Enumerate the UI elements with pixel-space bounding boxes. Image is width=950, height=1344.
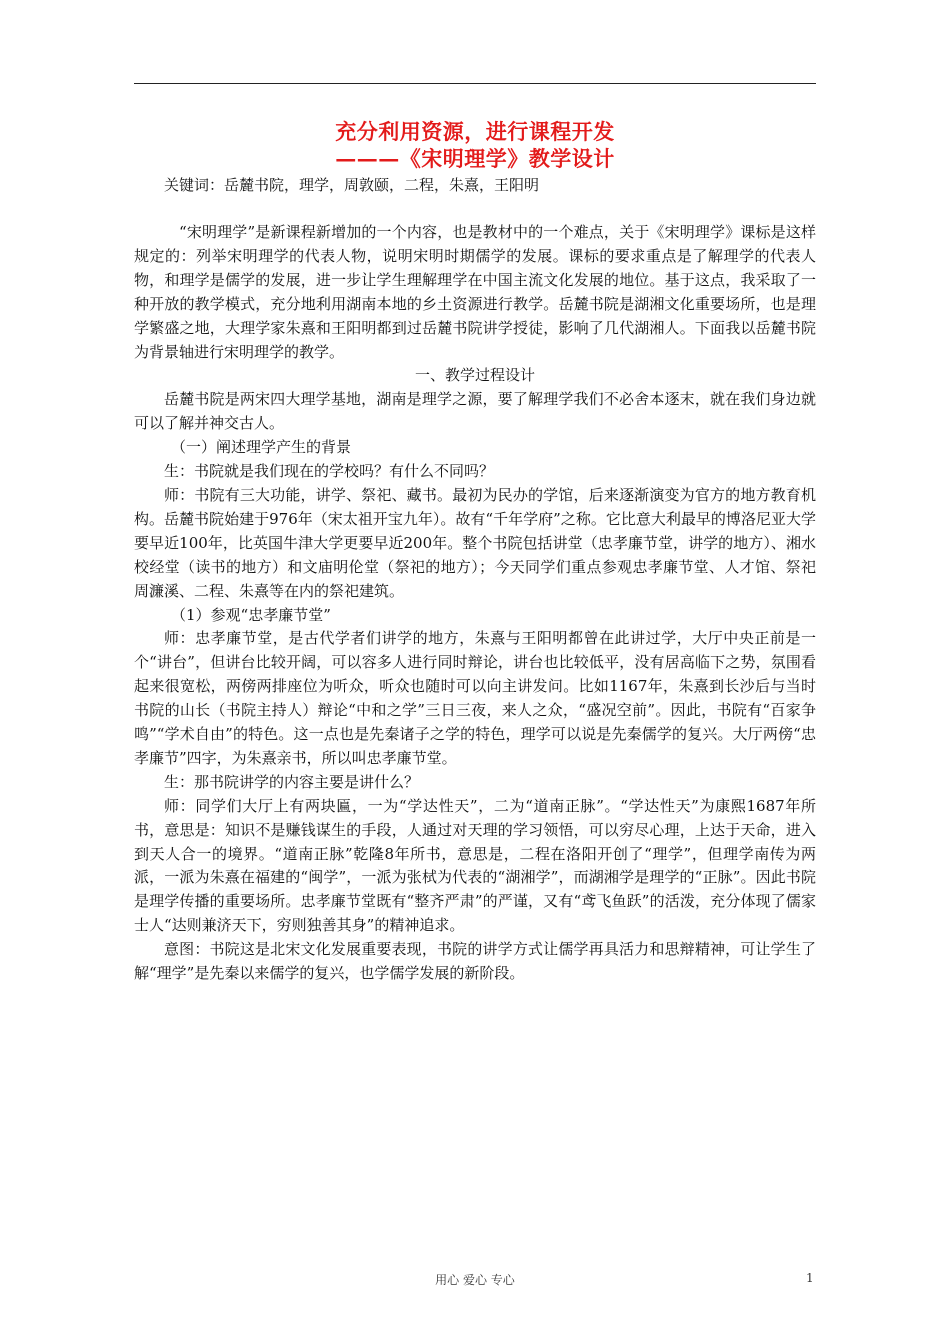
page-number: 1 [806, 1271, 814, 1285]
teacher-answer-1: 师：书院有三大功能，讲学、祭祀、藏书。最初为民办的学馆，后来逐渐演变为官方的地方教育机构。岳麓书院始建于976年（宋太祖开宝九年）。故有“千年学府”之称。它比意大利最早的博洛尼亚大学要早近100年，比英国牛津大学更要早近200年。整个书院包括讲堂（忠孝廉节堂，讲学的地方）、湘水校经堂（读书的地方）和文庙明伦堂（祭祀的地方）；今天同学们重点参观忠孝廉节堂、人才馆、祭祀周濂溪、二程、朱熹等在内的祭祀建筑。 [134, 485, 816, 600]
student-question-2: 生：那书院讲学的内容主要是讲什么？ [164, 772, 420, 791]
subsection-heading: （一）阐述理学产生的背景 [171, 438, 352, 457]
document-title-line-2: ———《宋明理学》教学设计 [335, 146, 615, 171]
section-intro-paragraph: 岳麓书院是两宋四大理学基地，湖南是理学之源，要了解理学我们不必舍本逐末，就在我们身边就可以了解并神交古人。 [134, 390, 816, 433]
visit-heading: （1）参观“忠孝廉节堂” [171, 605, 331, 624]
document-title-line-1: 充分利用资源，进行课程开发 [335, 119, 615, 144]
teacher-answer-2: 师：忠孝廉节堂，是古代学者们讲学的地方，朱熹与王阳明都曾在此讲过学，大厅中央正前是一个“讲台”，但讲台比较开阔，可以容多人进行同时辩论，讲台也比较低平，没有居高临下之势，氛围看起来很宽松，两傍两排座位为听众，听众也随时可以向主讲发问。比如1167年，朱熹到长沙后与当时书院的山长（书院主持人）辩论“中和之学”三日三夜，来人之众，“盛况空前”。因此，书院有“百家争鸣”“学术自由”的特色。这一点也是先秦诸子之学的特色，理学可以说是先秦儒学的复兴。大厅两傍“忠孝廉节”四字，为朱熹亲书，所以叫忠孝廉节堂。 [134, 629, 816, 767]
document-body [134, 118, 816, 986]
intro-paragraph: “宋明理学”是新课程新增加的一个内容，也是教材中的一个难点，关于《宋明理学》课标是这样规定的：列举宋明理学的代表人物，说明宋明时期儒学的发展。课标的要求重点是了解理学的代表人物，和理学是儒学的发展，进一步让学生理解理学在中国主流文化发展的地位。基于这点，我采取了一种开放的教学模式，充分地利用湖南本地的乡土资源进行教学。岳麓书院是湖湘文化重要场所，也是理学繁盛之地，大理学家朱熹和王阳明都到过岳麓书院讲学授徒，影响了几代湖湘人。下面我以岳麓书院为背景轴进行宋明理学的教学。 [134, 223, 816, 361]
footer-slogan: 用心 爱心 专心 [435, 1273, 515, 1287]
section-heading: 一、教学过程设计 [414, 366, 535, 385]
teacher-answer-3: 师：同学们大厅上有两块匾，一为“学达性天”，二为“道南正脉”。“学达性天”为康熙1687年所书，意思是：知识不是赚钱谋生的手段，人通过对天理的学习领悟，可以穷尽心理，上达于天命，进入到天人合一的境界。“道南正脉”乾隆8年所书，意思是，二程在洛阳开创了“理学”，但理学南传为两派，一派为朱熹在福建的“闽学”，一派为张栻为代表的“湖湘学”，而湖湘学是理学的“正脉”。因此书院是理学传播的重要场所。忠孝廉节堂既有“整齐严肃”的严谨，又有“鸢飞鱼跃”的活泼，充分体现了儒家士人“达则兼济天下，穷则独善其身”的精神追求。 [134, 796, 816, 935]
header-rule [134, 83, 816, 84]
student-question-1: 生：书院就是我们现在的学校吗？有什么不同吗？ [164, 462, 495, 481]
keywords-line: 关键词：岳麓书院，理学，周敦颐，二程，朱熹，王阳明 [164, 176, 540, 194]
intent-paragraph: 意图：书院这是北宋文化发展重要表现，书院的讲学方式让儒学再具活力和思辩精神，可让学生了解“理学”是先秦以来儒学的复兴，也学儒学发展的新阶段。 [134, 940, 816, 983]
